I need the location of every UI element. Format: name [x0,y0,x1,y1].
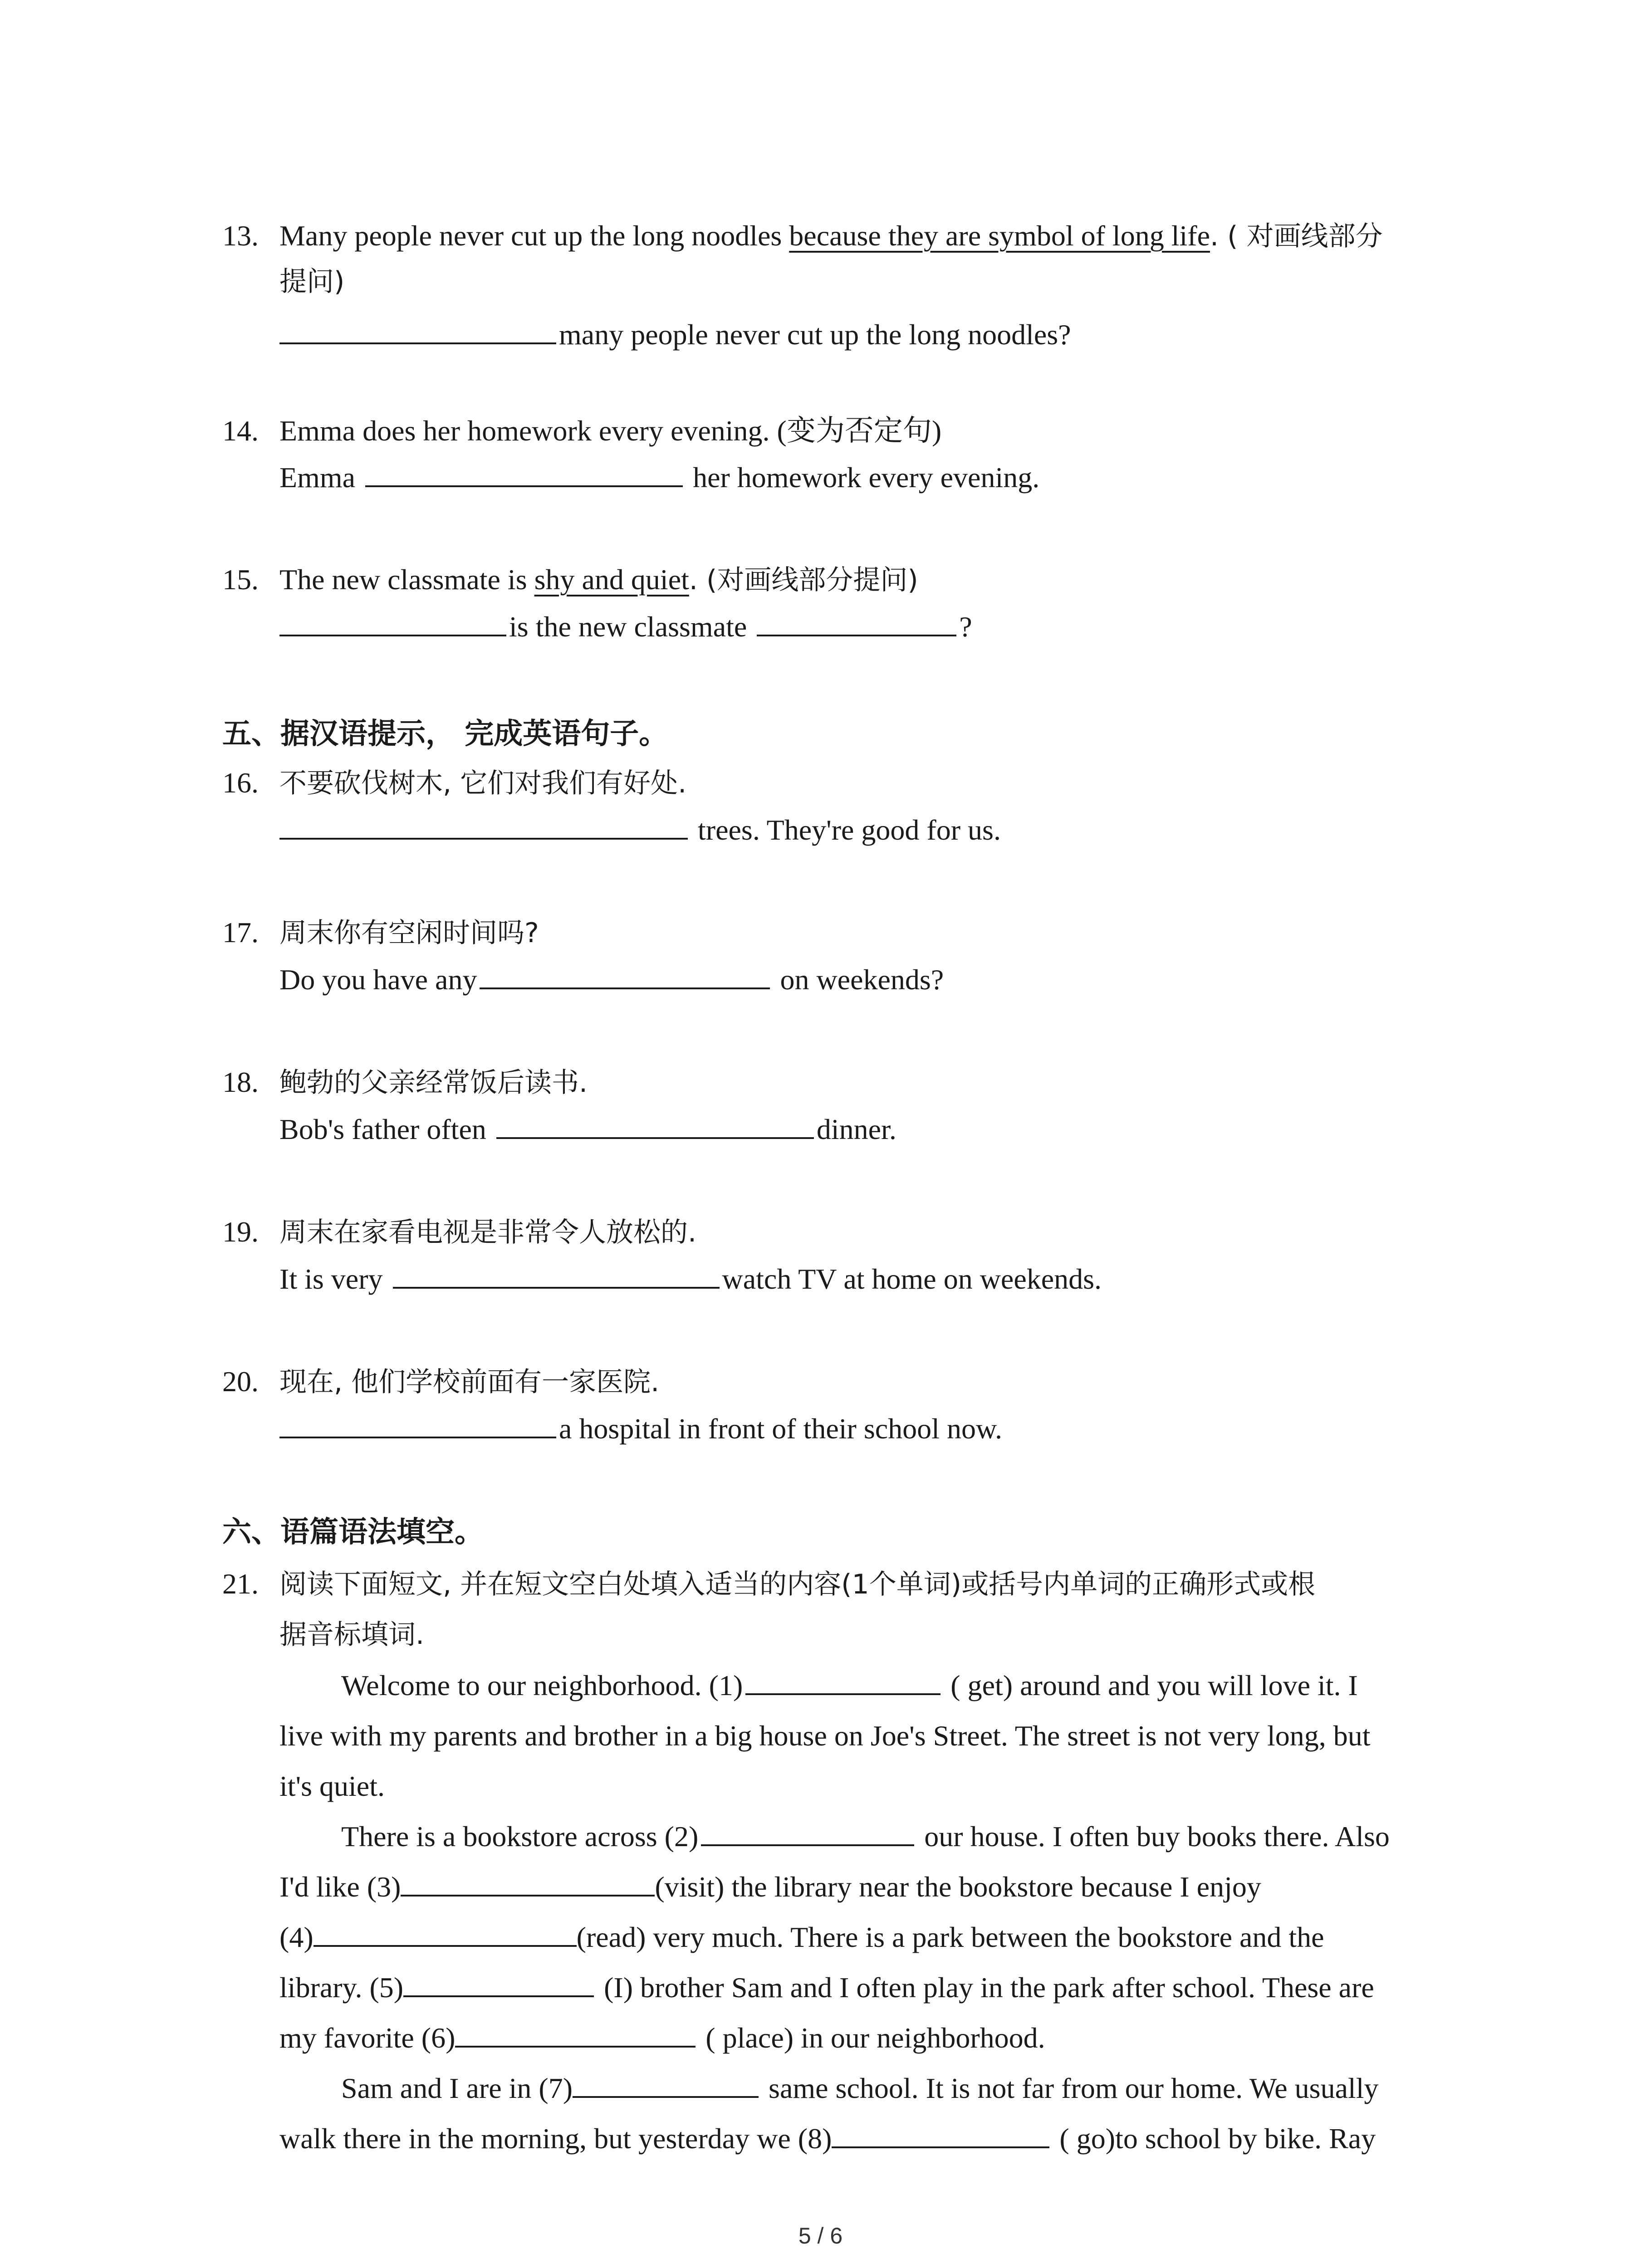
page-number: 5 / 6 [798,2223,843,2248]
question-number: 14. [222,415,259,447]
answer-blank[interactable] [365,454,683,487]
underlined-phrase: shy and quiet [534,563,689,596]
blank-1[interactable] [745,1662,941,1695]
question-number: 15. [222,563,259,596]
passage-text: (read) very much. There is a park between the bookstore and the [576,1921,1324,1953]
question-text: 周末你有空闲时间吗? [279,917,539,949]
underlined-phrase: because they are symbol of long life [789,220,1210,252]
answer-text: ? [959,611,972,643]
question-19 [222,1209,1447,1302]
answer-text: a hospital in front of their school now. [559,1413,1002,1445]
passage-text: There is a bookstore across (2) [341,1820,699,1853]
answer-blank[interactable] [393,1255,720,1289]
passage-text: Welcome to our neighborhood. (1) [341,1669,743,1701]
answer-text: Emma [279,461,363,494]
question-18 [222,1060,1447,1152]
answer-blank[interactable] [279,603,506,636]
question-text: 不要砍伐树木, 它们对我们有好处. [279,767,687,799]
passage-text: Sam and I are in (7) [341,2072,573,2104]
section-5-heading: 五、据汉语提示， 完成英语句子。 [222,717,668,751]
question-15 [222,557,1447,650]
answer-text: her homework every evening. [686,461,1040,494]
answer-text: It is very [279,1263,390,1295]
answer-text: is the new classmate [509,611,754,643]
answer-text: many people never cut up the long noodles? [559,318,1071,351]
question-number: 20. [222,1365,259,1398]
passage-text: ( place) in our neighborhood. [698,2022,1045,2054]
passage-text: (visit) the library near the bookstore because I enjoy [655,1871,1261,1903]
question-text: 周末在家看电视是非常令人放松的. [279,1217,697,1248]
passage-text: my favorite (6) [279,2022,456,2054]
section-6-heading: 六、语篇语法填空。 [222,1515,484,1549]
answer-text: watch TV at home on weekends. [722,1263,1102,1295]
blank-5[interactable] [403,1964,594,1997]
answer-blank[interactable] [480,956,770,989]
blank-7[interactable] [573,2064,759,2098]
question-number: 21. [222,1568,259,1600]
question-16 [222,760,1447,853]
blank-4[interactable] [314,1913,577,1947]
passage-text: ( go)to school by bike. Ray [1052,2122,1376,2155]
passage-text: live with my parents and brother in a big house on Joe's Street. The street is not very long, but [279,1720,1371,1752]
answer-text: on weekends? [773,963,944,996]
blank-2[interactable] [701,1813,914,1846]
question-instruction: . ( 对画线部分 [1210,220,1383,252]
question-number: 19. [222,1216,259,1248]
passage [222,1660,1447,2164]
question-instruction-cont: 提问) [279,266,345,298]
passage-text: walk there in the morning, but yesterday we (8) [279,2122,832,2155]
passage-text: our house. I often buy books there. Also [917,1820,1390,1853]
blank-6[interactable] [455,2014,696,2048]
passage-text: same school. It is not far from our home. We usually [761,2072,1379,2104]
question-instruction: . (对画线部分提问) [689,564,918,596]
answer-text: dinner. [816,1113,896,1145]
question-text: 鲍勃的父亲经常饭后读书. [279,1067,588,1099]
answer-blank[interactable] [279,1405,556,1438]
question-number: 16. [222,767,259,799]
answer-text: Do you have any [279,963,477,996]
passage-text: library. (5) [279,1971,404,2004]
question-number: 17. [222,916,259,948]
blank-3[interactable] [401,1863,655,1897]
answer-text: trees. They're good for us. [691,814,1001,846]
question-14 [222,408,1447,500]
answer-blank[interactable] [279,806,688,840]
question-number: 18. [222,1066,259,1098]
question-text: Many people never cut up the long noodles [279,220,789,252]
passage-text: I'd like (3) [279,1871,401,1903]
passage-text: (4) [279,1921,314,1953]
question-20 [222,1359,1447,1452]
answer-blank[interactable] [496,1105,814,1139]
question-21 [222,1559,1447,2164]
question-17 [222,910,1447,1002]
question-text: Emma does her homework every evening. (变为否定句) [279,415,942,447]
question-text: The new classmate is [279,563,534,596]
passage-text: (I) brother Sam and I often play in the park after school. These are [597,1971,1374,2004]
passage-text: ( get) around and you will love it. I [943,1669,1358,1701]
question-13 [222,213,1447,357]
answer-text: Bob's father often [279,1113,494,1145]
passage-text: it's quiet. [279,1770,385,1802]
blank-8[interactable] [832,2115,1049,2148]
question-instruction-cont: 据音标填词. [279,1619,425,1651]
question-instruction: 阅读下面短文, 并在短文空白处填入适当的内容(1个单词)或括号内单词的正确形式或根 [279,1569,1316,1600]
question-text: 现在, 他们学校前面有一家医院. [279,1366,660,1398]
answer-blank[interactable] [279,311,556,344]
question-number: 13. [222,220,259,252]
answer-blank[interactable] [757,603,956,636]
